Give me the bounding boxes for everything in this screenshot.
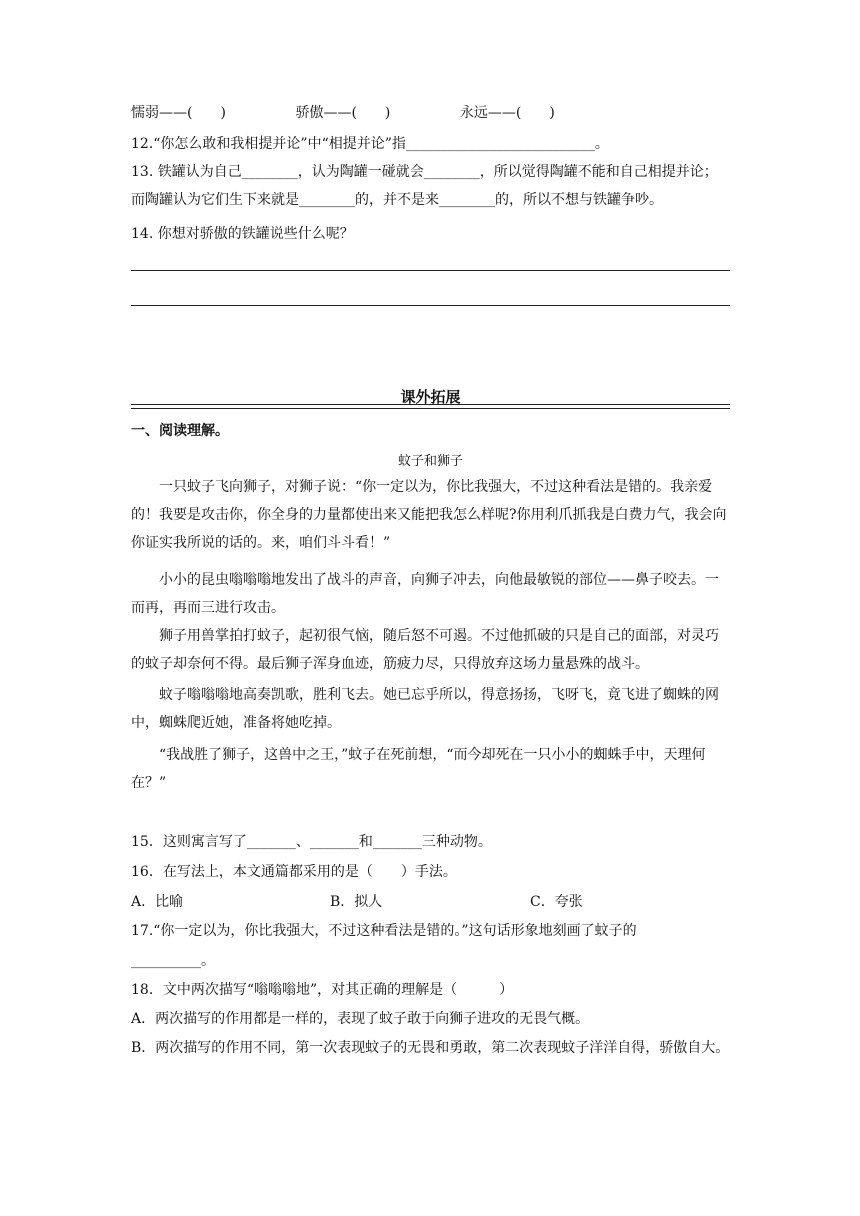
question-16: 16．在写法上，本文通篇都采用的是（ ）手法。 (131, 864, 457, 880)
question-17-blank: __________。 (131, 953, 215, 969)
question-12: 12.“你怎么敢和我相提并论”中“相提并论”指___________________________。 (131, 136, 609, 152)
story-paragraph: 蚊子嗡嗡嗡地高奏凯歌，胜利飞去。她已忘乎所以，得意扬扬，飞呀飞，竟飞进了蜘蛛的网中，蜘蛛爬近她，准备将她吃掉。 (131, 687, 719, 731)
antonym-item: 懦弱——( ) (131, 105, 226, 121)
option-a[interactable]: A．比喻 (131, 894, 184, 910)
story-paragraph: “我战胜了狮子，这兽中之王，”蚊子在死前想，“而今却死在一只小小的蜘蛛手中，天理何在？” (131, 747, 706, 791)
answer-line[interactable] (131, 270, 730, 271)
option-b[interactable]: B．拟人 (330, 894, 383, 910)
section-divider (131, 404, 730, 409)
story-title: 蚊子和狮子 (397, 454, 463, 469)
section-title: 课外拓展 (400, 388, 461, 406)
question-17: 17.“你一定以为，你比我强大，不过这种看法是错的。”这句话形象地刻画了蚊子的 (131, 923, 637, 939)
option-b[interactable]: B．两次描写的作用不同，第一次表现蚊子的无畏和勇敢，第二次表现蚊子洋洋自得，骄傲自大。 (131, 1040, 730, 1056)
antonym-item: 永远——( ) (459, 105, 555, 121)
option-a[interactable]: A．两次描写的作用都是一样的，表现了蚊子敢于向狮子进攻的无畏气概。 (131, 1011, 590, 1027)
section-heading: 一、阅读理解。 (131, 423, 229, 439)
question-18: 18．文中两次描写“嗡嗡嗡地”，对其正确的理解是（ ） (131, 982, 514, 998)
story-paragraph: 狮子用兽掌拍打蚊子，起初很气恼，随后怒不可遏。不过他抓破的只是自己的面部，对灵巧的蚊子却奈何不得。最后狮子浑身血迹，筋疲力尽，只得放弃这场力量悬殊的战斗。 (131, 628, 719, 672)
question-14: 14. 你想对骄傲的铁罐说些什么呢？ (131, 226, 354, 242)
story-paragraph: 一只蚊子飞向狮子，对狮子说：“你一定以为，你比我强大，不过这种看法是错的。我亲爱的！我要是攻击你，你全身的力量都使出来又能把我怎么样呢?你用利爪抓我是白费力气，我会向你证实我所说的话的。来，咱们斗斗看！” (131, 479, 727, 551)
question-15: 15．这则寓言写了_______、_______和_______三种动物。 (131, 834, 492, 850)
option-c[interactable]: C．夸张 (530, 894, 583, 910)
question-13: 13. 铁罐认为自己________，认为陶罐一碰就会________，所以觉得陶罐不能和自己相提并论；而陶罐认为它们生下来就是________的，并不是来________的，所以不想与铁罐争吵。 (131, 164, 718, 208)
antonym-item: 骄傲——( ) (295, 105, 391, 121)
story-paragraph: 小小的昆虫嗡嗡嗡地发出了战斗的声音，向狮子冲去，向他最敏锐的部位——鼻子咬去。一而再，再而三进行攻击。 (131, 572, 719, 616)
antonym-row (131, 103, 731, 123)
answer-line[interactable] (131, 305, 730, 306)
